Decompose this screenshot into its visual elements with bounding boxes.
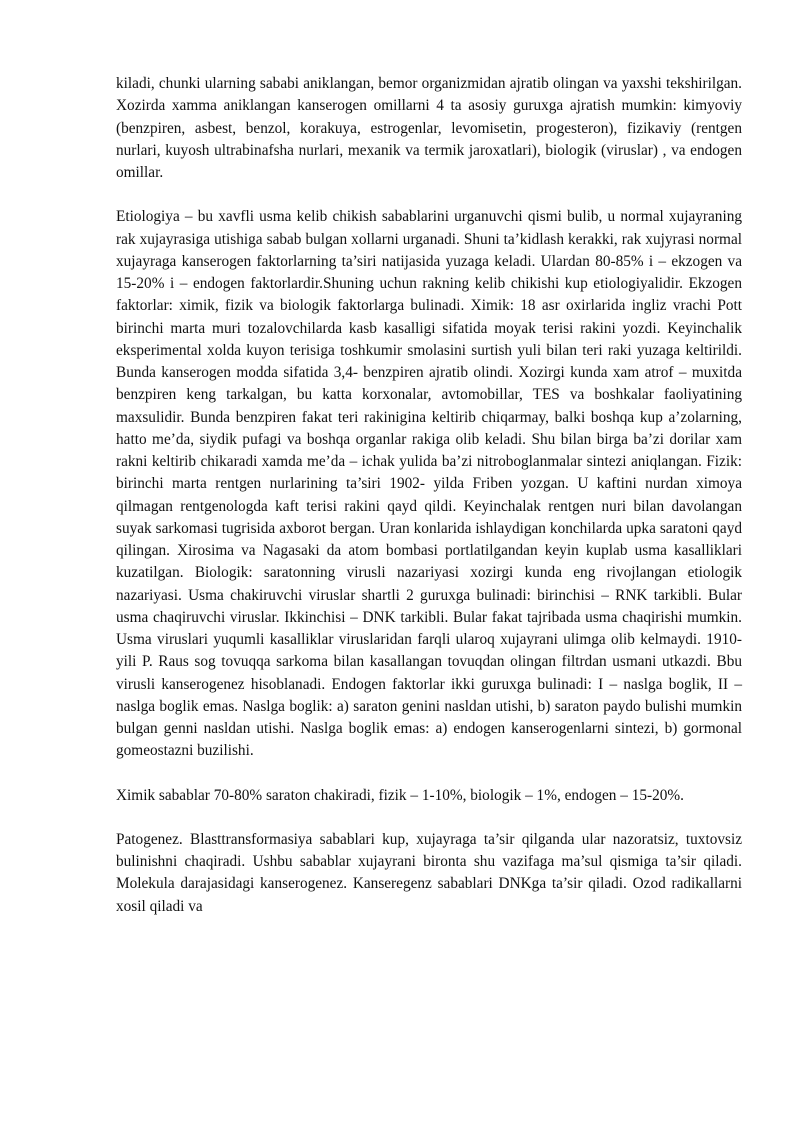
paragraph-intro: kiladi, chunki ularning sababi aniklangan, bemor organizmidan ajratib olingan va yaxshi tekshirilgan. Xozirda xamma aniklangan kanserogen omillarni 4 ta asosiy guruxga ajratish mumkin: kimyoviy (benzpiren, asbest, benzol, korakuya, estrogenlar, levomisetin, progesteron), fizikaviy (rentgen nurlari, kuyosh ultrabinafsha nurlari, mexanik va termik jaroxatlari), biologik (viruslar) , va endogen omillar. [116, 75, 742, 181]
paragraph-etiology: Etiologiya – bu xavfli usma kelib chikish sabablarini urganuvchi qismi bulib, u normal xujayraning rak xujayrasiga utishiga sabab bulgan xollarni urganadi. Shuni ta’kidlash kerakki, rak xujyrasi normal xujayraga kanserogen faktorlarning ta’siri natijasida yuzaga keladi. Ulardan 80-85% i – ekzogen va 15-20% i – endogen faktorlardir.Shuning uchun rakning kelib chikishi kup etiologiyalidir. Ekzogen faktorlar: ximik, fizik va biologik faktorlarga bulinadi. Ximik: 18 asr oxirlarida ingliz vrachi Pott birinchi marta muri tozalovchilarda kasb kasalligi sifatida moyak terisi rakini yozdi. Keyinchalik eksperimental xolda kuyon terisiga toshkumir smolasini surtish yuli bilan teri raki yuzaga keltirildi. Bunda kanserogen modda sifatida 3,4- benzpiren ajratib olindi. Xozirgi kunda xam atrof – muxitda benzpiren keng tarkalgan, bu katta korxonalar, avtomobillar, TES va boshkalar faoliyatining maxsulidir. Bunda benzpiren fakat teri rakinigina keltirib chiqarmay, balki boshqa kup a’zolarning, hatto me’da, siydik pufagi va boshqa organlar rakiga olib keladi. Shu bilan birga ba’zi dorilar xam rakni keltirib chikaradi xamda me’da – ichak yulida ba’zi nitroboglanmalar sintezi aniqlangan. Fizik: birinchi marta rentgen nurlarining ta’siri 1902- yilda Friben yozgan. U kaftini nurdan ximoya qilmagan rentgenologda kaft terisi rakini qayd qildi. Keyinchalak rentgen nuri bilan davolangan suyak sarkomasi tugrisida axborot bergan. Uran konlarida ishlaydigan konchilarda upka saratoni qayd qilingan. Xirosima va Nagasaki da atom bombasi portlatilgandan keyin kuplab usma kasalliklari kuzatilgan. Biologik: saratonning virusli nazariyasi xozirgi kunda eng rivojlangan etiologik nazariyasi. Usma chakiruvchi viruslar shartli 2 guruxga bulinadi: birinchisi – RNK tarkibli. Bular usma chaqiruvchi viruslar. Ikkinchisi – DNK tarkibli. Bular fakat tajribada usma chaqirishi mumkin. Usma viruslari yuqumli kasalliklar viruslaridan farqli ularoq xujayrani ulimga olib kelmaydi. 1910- yili P. Raus sog tovuqqa sarkoma bilan kasallangan tovuqdan olingan filtrdan usmani utkazdi. Bbu virusli kanserogenez hisoblanadi. Endogen faktorlar ikki guruxga bulinadi: I – naslga boglik, II – naslga boglik emas. Naslga boglik: a) saraton genini nasldan utishi, b) saraton paydo bulishi mumkin bulgan genni nasldan utishi. Naslga boglik emas: a) endogen kanserogenlarni sintezi, b) gormonal gomeostazni buzilishi. [116, 208, 742, 760]
paragraph-pathogenesis: Patogenez. Blasttransformasiya sabablari kup, xujayraga ta’sir qilganda ular nazoratsiz, tuxtovsiz bulinishni chaqiradi. Ushbu sabablar xujayrani bironta shu vazifaga ma’sul qismiga ta’sir qiladi. Molekula darajasidagi kanserogenez. Kanseregenz sabablari DNKga ta’sir qiladi. Ozod radikallarni xosil qiladi va [116, 830, 742, 915]
paragraph-causes-stats: Ximik sabablar 70-80% saraton chakiradi, fizik – 1-10%, biologik – 1%, endogen – 15-20%. [116, 786, 684, 804]
document-page [116, 73, 742, 940]
